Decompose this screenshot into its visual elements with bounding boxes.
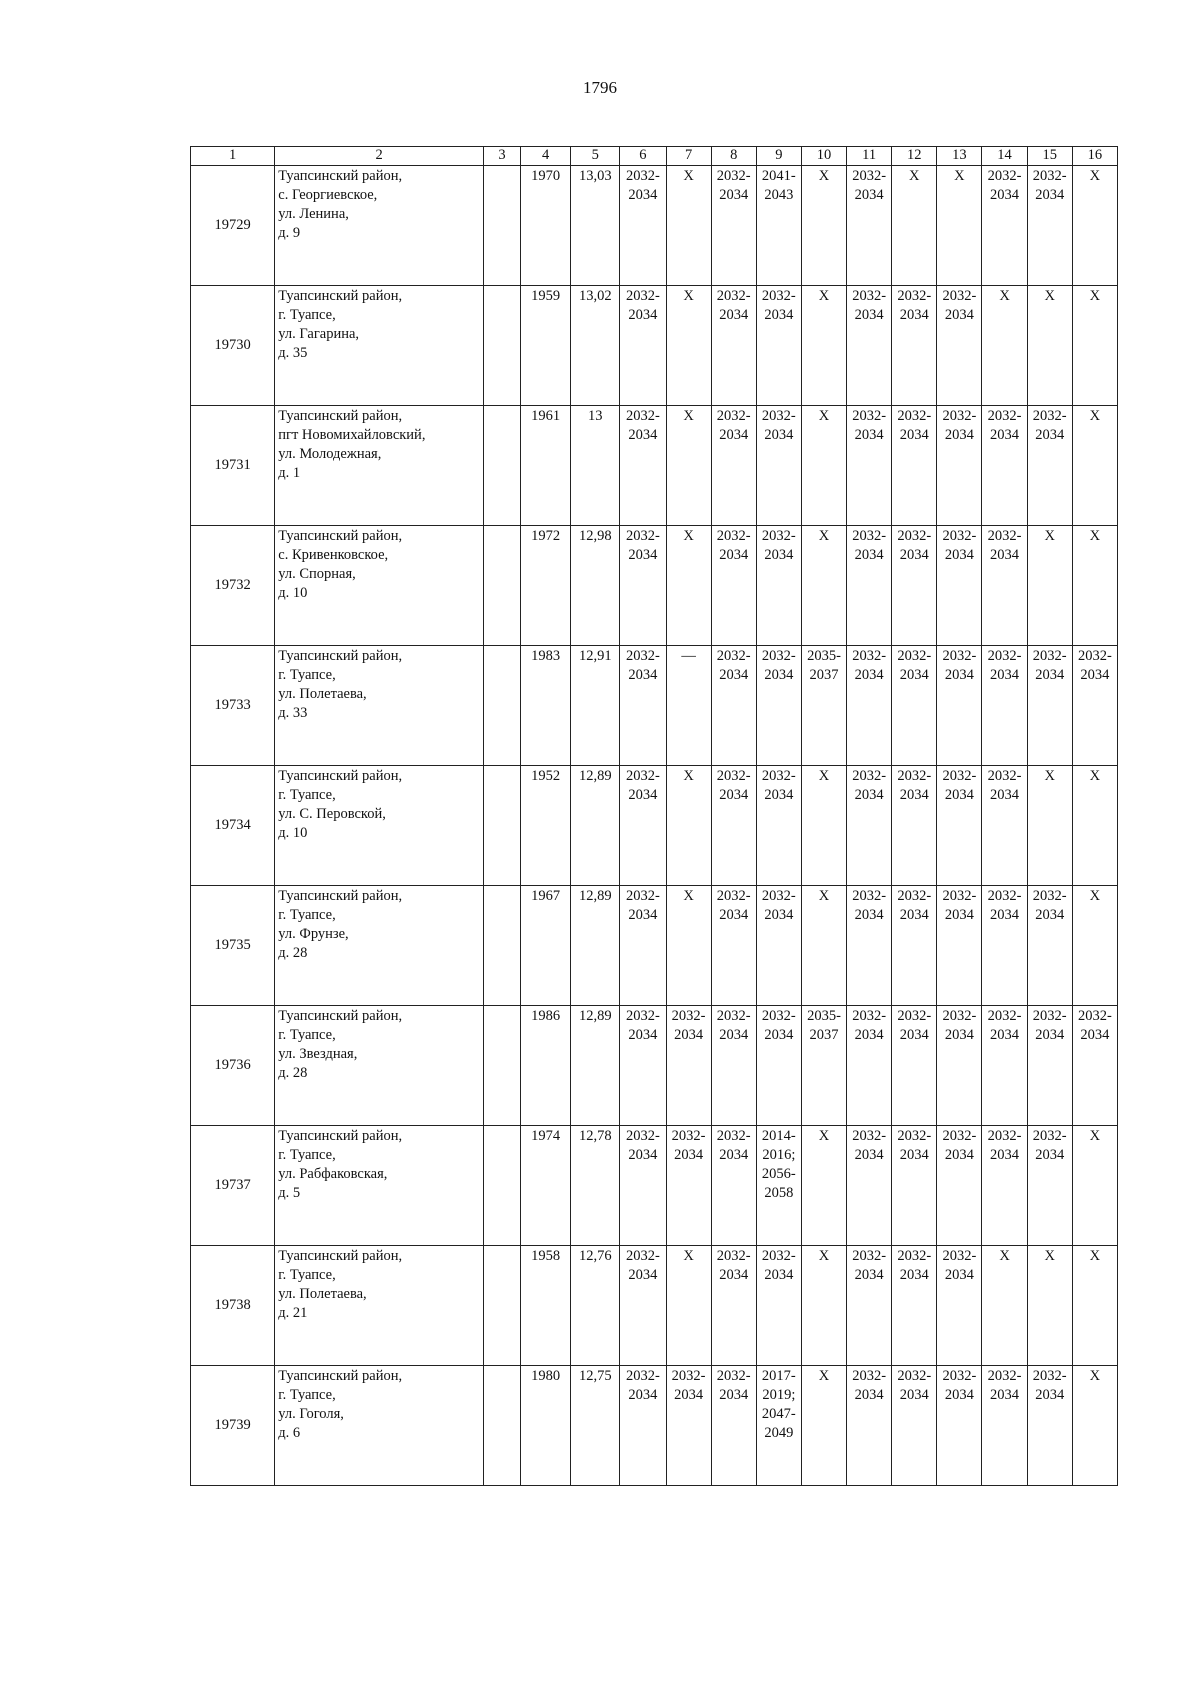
record-number: 19731: [191, 406, 275, 526]
column-13-value: 2032- 2034: [937, 1366, 982, 1486]
address-line: ул. Ленина,: [278, 206, 349, 223]
column-10-value: X: [801, 886, 846, 1006]
address-line: ул. С. Перовской,: [278, 806, 386, 823]
address-line: г. Туапсе,: [278, 1147, 336, 1164]
column-9-value: 2032- 2034: [756, 1246, 801, 1366]
column-5-value: 13,03: [571, 166, 620, 286]
column-12-value: 2032- 2034: [892, 1126, 937, 1246]
address-line: ул. Звездная,: [278, 1046, 358, 1063]
address-line: д. 28: [278, 1065, 308, 1082]
column-5-value: 12,89: [571, 766, 620, 886]
record-number: 19734: [191, 766, 275, 886]
column-5-value: 12,76: [571, 1246, 620, 1366]
column-14-value: 2032- 2034: [982, 766, 1027, 886]
address-line: ул. Спорная,: [278, 566, 356, 583]
column-4-value: 1959: [521, 286, 571, 406]
column-7-value: X: [666, 1246, 711, 1366]
address-line: ул. Гоголя,: [278, 1406, 344, 1423]
column-7-value: X: [666, 286, 711, 406]
column-6-value: 2032- 2034: [620, 766, 666, 886]
column-4-value: 1952: [521, 766, 571, 886]
address-cell: [275, 766, 484, 886]
column-9-value: 2032- 2034: [756, 286, 801, 406]
column-13-value: 2032- 2034: [937, 886, 982, 1006]
address-line: д. 5: [278, 1185, 301, 1202]
column-8-value: 2032- 2034: [711, 1366, 756, 1486]
column-7-value: 2032- 2034: [666, 1126, 711, 1246]
column-16-value: X: [1072, 166, 1117, 286]
column-4-value: 1958: [521, 1246, 571, 1366]
column-11-value: 2032- 2034: [847, 1006, 892, 1126]
column-8-value: 2032- 2034: [711, 646, 756, 766]
address-line: д. 9: [278, 225, 301, 242]
column-16-value: 2032- 2034: [1072, 646, 1117, 766]
column-13-value: 2032- 2034: [937, 1006, 982, 1126]
address-line: ул. Полетаева,: [278, 1286, 367, 1303]
column-15-value: 2032- 2034: [1027, 406, 1072, 526]
column-15-value: X: [1027, 766, 1072, 886]
column-6-value: 2032- 2034: [620, 286, 666, 406]
record-number: 19729: [191, 166, 275, 286]
column-header-14: 14: [982, 147, 1027, 166]
column-11-value: 2032- 2034: [847, 526, 892, 646]
column-8-value: 2032- 2034: [711, 406, 756, 526]
column-header-13: 13: [937, 147, 982, 166]
column-6-value: 2032- 2034: [620, 886, 666, 1006]
column-9-value: 2032- 2034: [756, 526, 801, 646]
page-number: 1796: [583, 78, 617, 97]
column-13-value: 2032- 2034: [937, 646, 982, 766]
column-3-value: [483, 1246, 520, 1366]
address-cell: [275, 886, 484, 1006]
column-8-value: 2032- 2034: [711, 166, 756, 286]
column-header-12: 12: [892, 147, 937, 166]
column-16-value: X: [1072, 286, 1117, 406]
column-14-value: 2032- 2034: [982, 1006, 1027, 1126]
column-10-value: 2035- 2037: [801, 1006, 846, 1126]
column-5-value: 13,02: [571, 286, 620, 406]
registry-table: [190, 146, 1118, 1486]
column-header-5: 5: [571, 147, 620, 166]
address-line: д. 10: [278, 585, 308, 602]
column-16-value: 2032- 2034: [1072, 1006, 1117, 1126]
column-16-value: X: [1072, 1366, 1117, 1486]
column-header-9: 9: [756, 147, 801, 166]
address-line: Туапсинский район,: [278, 1008, 403, 1024]
column-5-value: 12,98: [571, 526, 620, 646]
column-13-value: 2032- 2034: [937, 766, 982, 886]
table-row: [191, 886, 1118, 1006]
column-4-value: 1974: [521, 1126, 571, 1246]
address-line: пгт Новомихайловский,: [278, 427, 426, 444]
column-9-value: 2032- 2034: [756, 766, 801, 886]
column-11-value: 2032- 2034: [847, 166, 892, 286]
column-7-value: X: [666, 406, 711, 526]
address-line: г. Туапсе,: [278, 787, 336, 804]
address-line: д. 21: [278, 1305, 308, 1322]
column-16-value: X: [1072, 1126, 1117, 1246]
address-line: ул. Рабфаковская,: [278, 1166, 388, 1183]
address-line: г. Туапсе,: [278, 1387, 336, 1404]
record-number: 19737: [191, 1126, 275, 1246]
column-10-value: X: [801, 1366, 846, 1486]
column-16-value: X: [1072, 766, 1117, 886]
column-9-value: 2032- 2034: [756, 886, 801, 1006]
address-cell: [275, 526, 484, 646]
address-line: ул. Фрунзе,: [278, 926, 349, 943]
table-row: [191, 406, 1118, 526]
column-12-value: 2032- 2034: [892, 406, 937, 526]
column-13-value: 2032- 2034: [937, 526, 982, 646]
address-line: г. Туапсе,: [278, 907, 336, 924]
table-row: [191, 1366, 1118, 1486]
address-line: Туапсинский район,: [278, 288, 403, 304]
column-6-value: 2032- 2034: [620, 1366, 666, 1486]
column-9-value: 2032- 2034: [756, 1006, 801, 1126]
column-3-value: [483, 646, 520, 766]
column-10-value: X: [801, 766, 846, 886]
column-8-value: 2032- 2034: [711, 886, 756, 1006]
column-header-6: 6: [620, 147, 666, 166]
column-5-value: 12,91: [571, 646, 620, 766]
table-body: [191, 166, 1118, 1486]
column-6-value: 2032- 2034: [620, 166, 666, 286]
address-line: Туапсинский район,: [278, 528, 403, 544]
column-12-value: 2032- 2034: [892, 766, 937, 886]
column-11-value: 2032- 2034: [847, 406, 892, 526]
address-cell: [275, 1246, 484, 1366]
table-row: [191, 1006, 1118, 1126]
address-line: д. 33: [278, 705, 308, 722]
column-7-value: X: [666, 526, 711, 646]
column-7-value: 2032- 2034: [666, 1366, 711, 1486]
address-line: г. Туапсе,: [278, 1027, 336, 1044]
table-row: [191, 286, 1118, 406]
column-11-value: 2032- 2034: [847, 1366, 892, 1486]
record-number: 19738: [191, 1246, 275, 1366]
column-3-value: [483, 1126, 520, 1246]
column-8-value: 2032- 2034: [711, 766, 756, 886]
column-12-value: 2032- 2034: [892, 886, 937, 1006]
column-6-value: 2032- 2034: [620, 1006, 666, 1126]
column-6-value: 2032- 2034: [620, 526, 666, 646]
address-line: Туапсинский район,: [278, 648, 403, 664]
column-7-value: X: [666, 766, 711, 886]
column-14-value: 2032- 2034: [982, 1366, 1027, 1486]
address-cell: [275, 166, 484, 286]
address-cell: [275, 1006, 484, 1126]
column-14-value: 2032- 2034: [982, 406, 1027, 526]
address-line: ул. Гагарина,: [278, 326, 360, 343]
column-header-15: 15: [1027, 147, 1072, 166]
column-14-value: 2032- 2034: [982, 646, 1027, 766]
column-9-value: 2032- 2034: [756, 406, 801, 526]
column-8-value: 2032- 2034: [711, 526, 756, 646]
column-12-value: X: [892, 166, 937, 286]
column-header-10: 10: [801, 147, 846, 166]
record-number: 19739: [191, 1366, 275, 1486]
column-7-value: X: [666, 166, 711, 286]
column-7-value: —: [666, 646, 711, 766]
column-11-value: 2032- 2034: [847, 886, 892, 1006]
column-header-16: 16: [1072, 147, 1117, 166]
column-15-value: 2032- 2034: [1027, 646, 1072, 766]
address-cell: [275, 286, 484, 406]
column-13-value: X: [937, 166, 982, 286]
column-10-value: X: [801, 1246, 846, 1366]
address-line: Туапсинский район,: [278, 1368, 403, 1384]
column-15-value: 2032- 2034: [1027, 1366, 1072, 1486]
column-3-value: [483, 1366, 520, 1486]
column-12-value: 2032- 2034: [892, 646, 937, 766]
table-row: [191, 646, 1118, 766]
table-row: [191, 166, 1118, 286]
column-12-value: 2032- 2034: [892, 286, 937, 406]
column-3-value: [483, 526, 520, 646]
column-14-value: X: [982, 286, 1027, 406]
column-10-value: X: [801, 526, 846, 646]
address-line: Туапсинский район,: [278, 168, 403, 184]
column-5-value: 12,89: [571, 886, 620, 1006]
record-number: 19735: [191, 886, 275, 1006]
table-row: [191, 766, 1118, 886]
column-8-value: 2032- 2034: [711, 1126, 756, 1246]
address-cell: [275, 1126, 484, 1246]
address-line: ул. Полетаева,: [278, 686, 367, 703]
column-4-value: 1986: [521, 1006, 571, 1126]
column-13-value: 2032- 2034: [937, 406, 982, 526]
address-cell: [275, 406, 484, 526]
address-line: д. 28: [278, 945, 308, 962]
column-13-value: 2032- 2034: [937, 286, 982, 406]
column-15-value: 2032- 2034: [1027, 1006, 1072, 1126]
column-15-value: X: [1027, 1246, 1072, 1366]
column-5-value: 12,89: [571, 1006, 620, 1126]
column-10-value: X: [801, 406, 846, 526]
column-16-value: X: [1072, 406, 1117, 526]
column-15-value: 2032- 2034: [1027, 886, 1072, 1006]
address-line: д. 10: [278, 825, 308, 842]
address-line: г. Туапсе,: [278, 667, 336, 684]
column-4-value: 1972: [521, 526, 571, 646]
column-14-value: 2032- 2034: [982, 166, 1027, 286]
column-8-value: 2032- 2034: [711, 1246, 756, 1366]
column-9-value: 2032- 2034: [756, 646, 801, 766]
column-4-value: 1970: [521, 166, 571, 286]
column-16-value: X: [1072, 886, 1117, 1006]
column-6-value: 2032- 2034: [620, 406, 666, 526]
address-line: д. 35: [278, 345, 308, 362]
column-15-value: 2032- 2034: [1027, 1126, 1072, 1246]
column-11-value: 2032- 2034: [847, 286, 892, 406]
address-line: Туапсинский район,: [278, 408, 403, 424]
address-line: Туапсинский район,: [278, 768, 403, 784]
address-line: Туапсинский район,: [278, 1248, 403, 1264]
column-4-value: 1983: [521, 646, 571, 766]
address-line: г. Туапсе,: [278, 307, 336, 324]
address-cell: [275, 1366, 484, 1486]
column-12-value: 2032- 2034: [892, 1366, 937, 1486]
column-4-value: 1967: [521, 886, 571, 1006]
column-13-value: 2032- 2034: [937, 1126, 982, 1246]
column-8-value: 2032- 2034: [711, 286, 756, 406]
column-15-value: 2032- 2034: [1027, 166, 1072, 286]
column-header-1: 1: [191, 147, 275, 166]
column-header-3: 3: [483, 147, 520, 166]
column-4-value: 1980: [521, 1366, 571, 1486]
column-8-value: 2032- 2034: [711, 1006, 756, 1126]
record-number: 19730: [191, 286, 275, 406]
address-line: д. 1: [278, 465, 301, 482]
address-line: с. Кривенковское,: [278, 547, 389, 564]
column-3-value: [483, 406, 520, 526]
column-5-value: 12,75: [571, 1366, 620, 1486]
column-header-2: 2: [275, 147, 484, 166]
column-10-value: 2035- 2037: [801, 646, 846, 766]
column-header-11: 11: [847, 147, 892, 166]
column-header-7: 7: [666, 147, 711, 166]
table-row: [191, 1246, 1118, 1366]
address-line: ул. Молодежная,: [278, 446, 382, 463]
column-7-value: 2032- 2034: [666, 1006, 711, 1126]
record-number: 19733: [191, 646, 275, 766]
column-11-value: 2032- 2034: [847, 646, 892, 766]
column-14-value: 2032- 2034: [982, 526, 1027, 646]
table-row: [191, 526, 1118, 646]
header-row: [191, 147, 1118, 166]
column-3-value: [483, 166, 520, 286]
column-4-value: 1961: [521, 406, 571, 526]
column-3-value: [483, 1006, 520, 1126]
column-15-value: X: [1027, 286, 1072, 406]
column-header-4: 4: [521, 147, 571, 166]
column-10-value: X: [801, 166, 846, 286]
column-3-value: [483, 286, 520, 406]
record-number: 19732: [191, 526, 275, 646]
column-11-value: 2032- 2034: [847, 766, 892, 886]
column-9-value: 2041- 2043: [756, 166, 801, 286]
column-5-value: 12,78: [571, 1126, 620, 1246]
column-10-value: X: [801, 1126, 846, 1246]
column-6-value: 2032- 2034: [620, 1126, 666, 1246]
column-13-value: 2032- 2034: [937, 1246, 982, 1366]
column-9-value: 2014- 2016; 2056- 2058: [756, 1126, 801, 1246]
address-line: д. 6: [278, 1425, 301, 1442]
table-row: [191, 1126, 1118, 1246]
column-14-value: 2032- 2034: [982, 886, 1027, 1006]
address-line: Туапсинский район,: [278, 1128, 403, 1144]
address-line: с. Георгиевское,: [278, 187, 378, 204]
address-line: Туапсинский район,: [278, 888, 403, 904]
column-12-value: 2032- 2034: [892, 1006, 937, 1126]
column-16-value: X: [1072, 1246, 1117, 1366]
column-10-value: X: [801, 286, 846, 406]
record-number: 19736: [191, 1006, 275, 1126]
column-11-value: 2032- 2034: [847, 1246, 892, 1366]
address-cell: [275, 646, 484, 766]
column-9-value: 2017- 2019; 2047- 2049: [756, 1366, 801, 1486]
column-5-value: 13: [571, 406, 620, 526]
column-header-8: 8: [711, 147, 756, 166]
address-line: г. Туапсе,: [278, 1267, 336, 1284]
column-7-value: X: [666, 886, 711, 1006]
column-12-value: 2032- 2034: [892, 1246, 937, 1366]
column-11-value: 2032- 2034: [847, 1126, 892, 1246]
column-16-value: X: [1072, 526, 1117, 646]
column-3-value: [483, 886, 520, 1006]
column-6-value: 2032- 2034: [620, 646, 666, 766]
column-3-value: [483, 766, 520, 886]
column-15-value: X: [1027, 526, 1072, 646]
column-14-value: X: [982, 1246, 1027, 1366]
column-12-value: 2032- 2034: [892, 526, 937, 646]
column-6-value: 2032- 2034: [620, 1246, 666, 1366]
column-14-value: 2032- 2034: [982, 1126, 1027, 1246]
